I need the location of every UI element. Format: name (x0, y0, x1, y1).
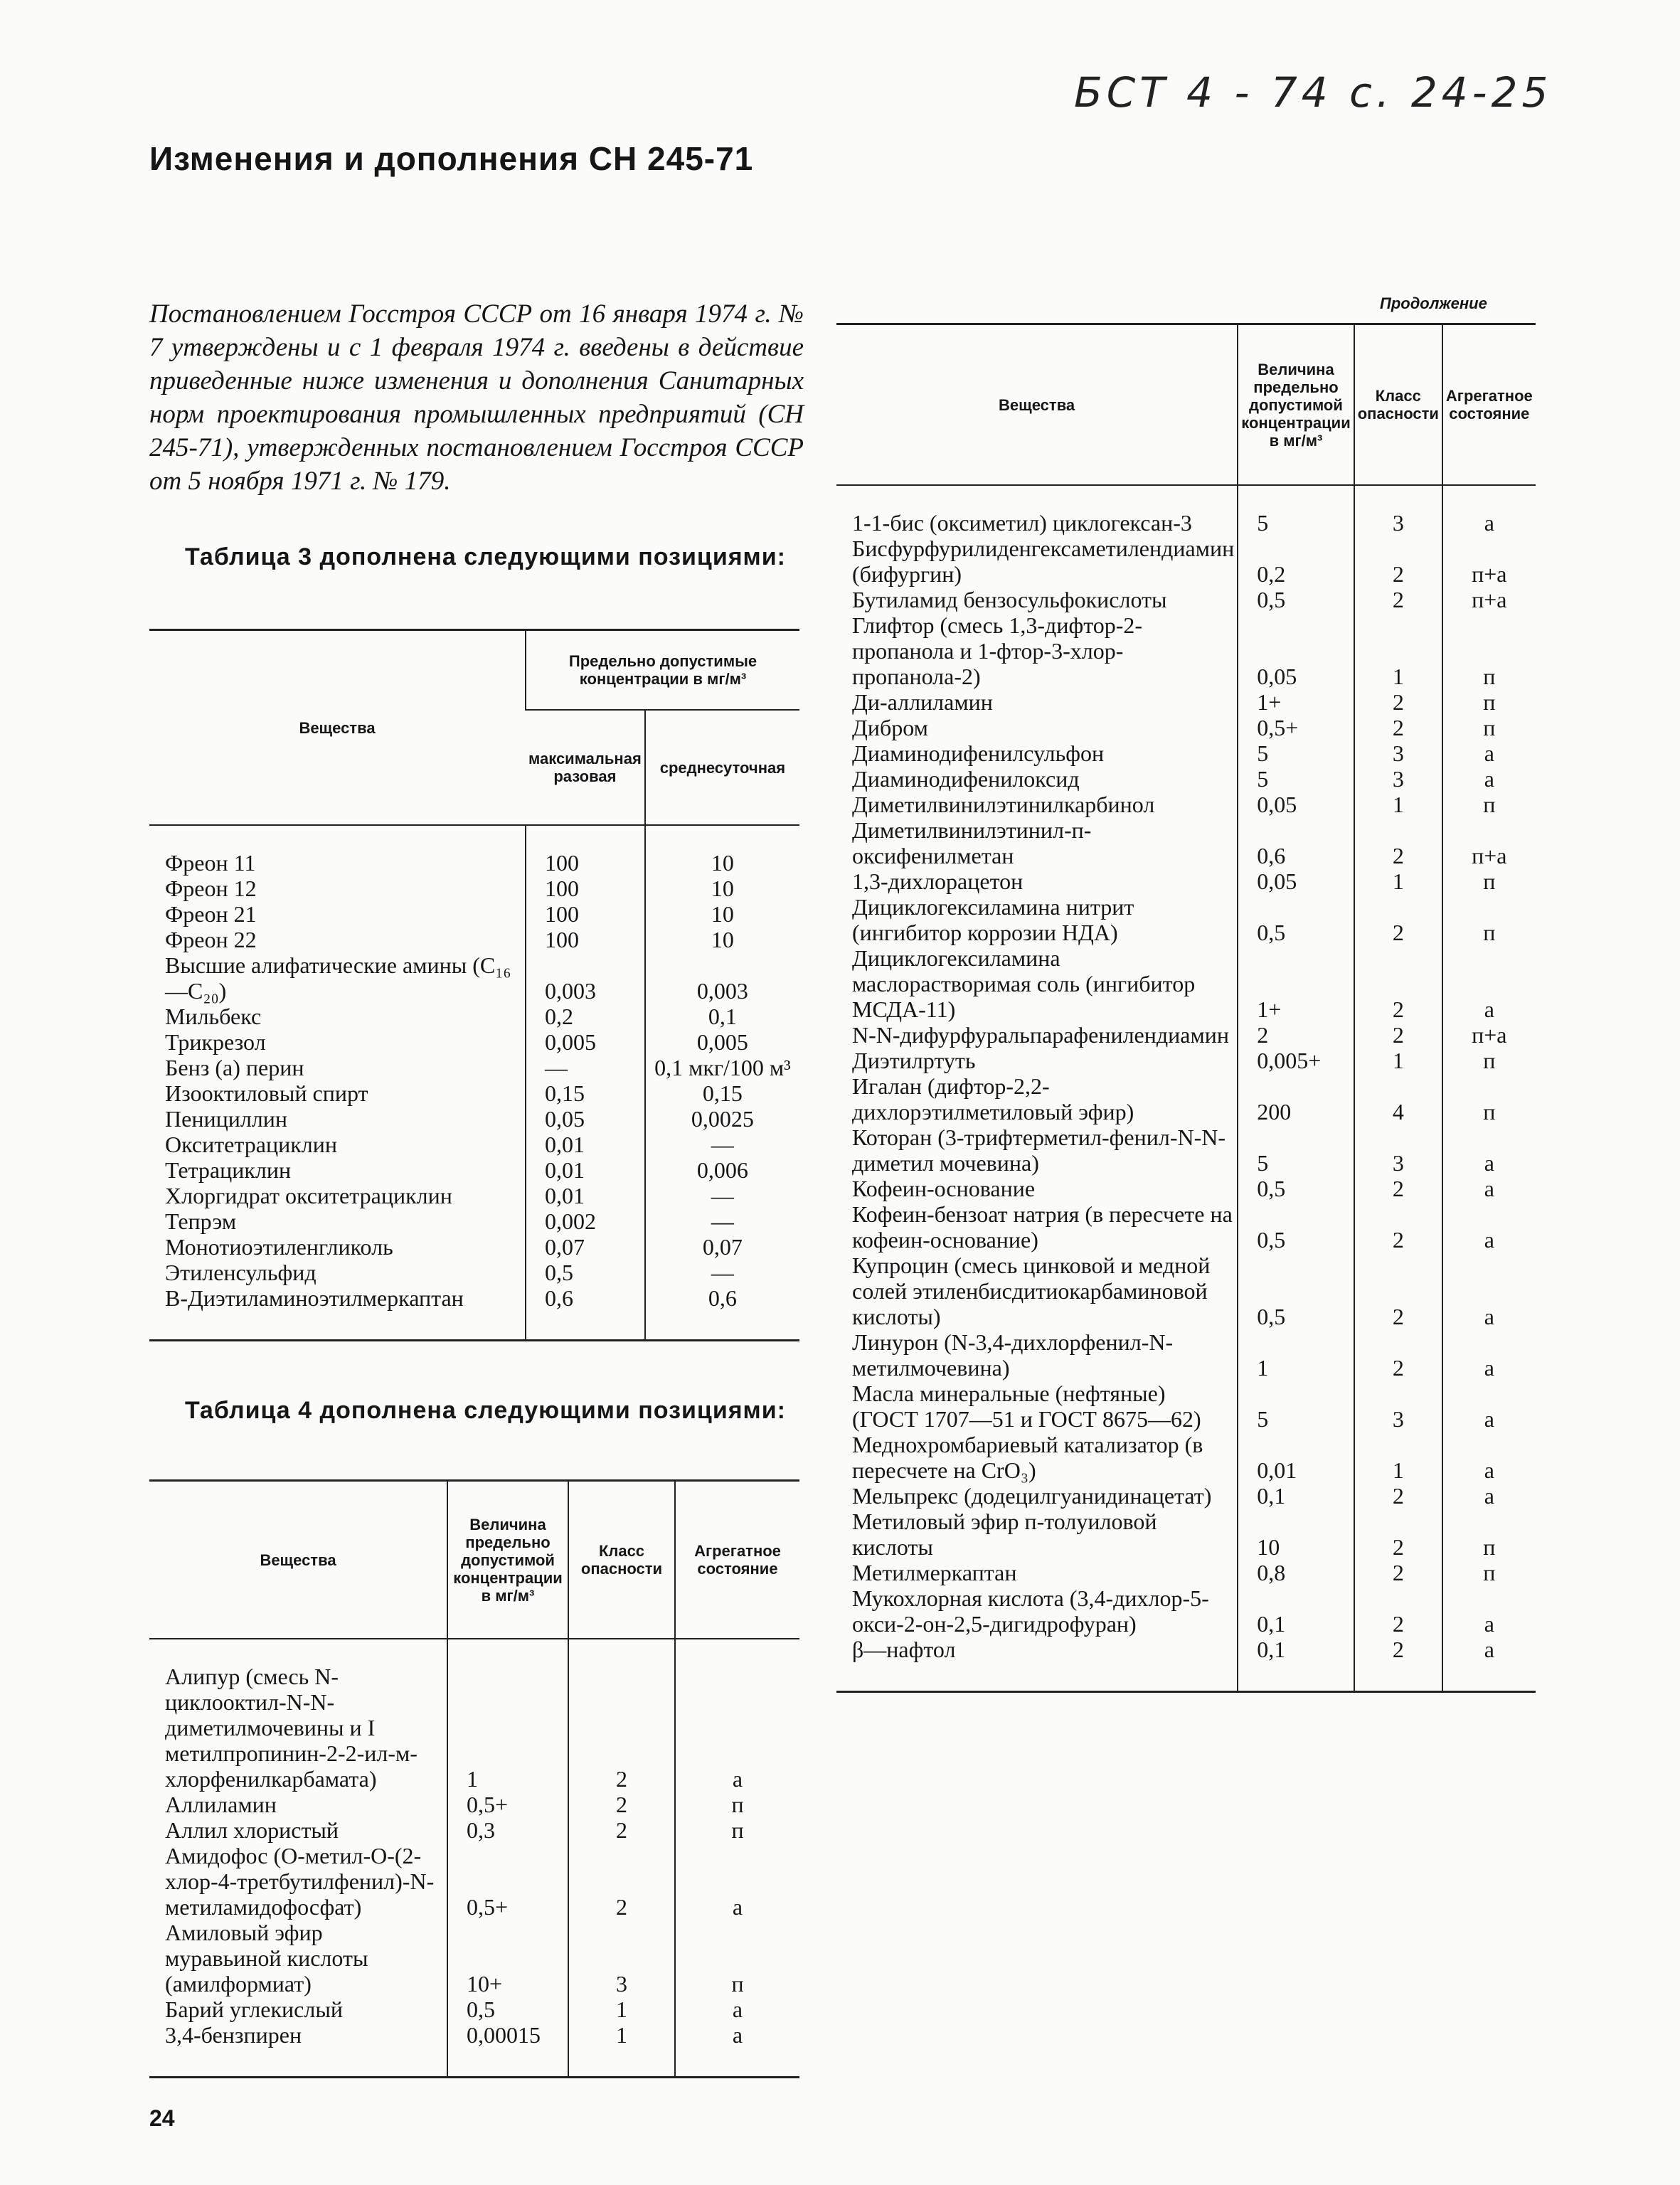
substance-name: Дибром (852, 715, 928, 740)
cell-max: 0,05 (526, 1106, 645, 1132)
substance-name: Диметилвинилэтинилкарбинол (852, 792, 1155, 817)
table-row (836, 715, 1536, 740)
cell-pdk: 5 (1238, 1125, 1354, 1176)
table3-head-avg: среднесуточная (645, 710, 799, 825)
table-row (836, 587, 1536, 612)
cell-state: п (1442, 792, 1536, 817)
cell-pdk: 10 (1238, 1509, 1354, 1560)
table-row (149, 1208, 799, 1234)
cell-state: п (675, 1920, 799, 1997)
substance-name: Фреон 22 (165, 927, 257, 952)
table3-head-group: Предельно допустимые концентрации в мг/м³ (526, 630, 799, 711)
cell-state: а (1442, 1432, 1536, 1483)
substance-name: N-N-дифурфуральпарафенилендиамин (852, 1022, 1229, 1048)
table-4 (149, 1479, 799, 2078)
substance-name: 1-1-бис (оксиметил) циклогексан-3 (852, 510, 1192, 536)
cell-avg: — (645, 1208, 799, 1234)
cell-state: п+а (1442, 817, 1536, 868)
substance-name: Метиловый эфир п-толуиловой кислоты (852, 1509, 1157, 1560)
table-row (836, 1483, 1536, 1509)
cell-pdk: 0,05 (1238, 792, 1354, 817)
substance-name: Хлоргидрат окситетрациклин (165, 1183, 452, 1208)
cell-cls: 1 (1354, 1432, 1442, 1483)
cell-pdk: 0,5+ (447, 1792, 568, 1817)
substance-name: Кофеин-бензоат натрия (в пересчете на кофеин-основание) (852, 1201, 1233, 1253)
cell-pdk: 5 (1238, 1381, 1354, 1432)
substance-name: Аллил хлористый (165, 1817, 339, 1843)
cell-avg: 0,1 мкг/100 м³ (645, 1055, 799, 1080)
cell-cls: 2 (1354, 1560, 1442, 1585)
table-row (836, 1125, 1536, 1176)
substance-name: Окситетрациклин (165, 1132, 337, 1157)
substance-name: Амидофос (О-метил-О-(2-хлор-4-третбутилфенил)-N-метиламидофосфат) (165, 1843, 435, 1920)
cell-cls: 2 (1354, 1176, 1442, 1201)
cell-max: 0,01 (526, 1183, 645, 1208)
table-row (149, 1106, 799, 1132)
cell-state: п+а (1442, 1022, 1536, 1048)
page-number: 24 (149, 2105, 175, 2131)
table-row (836, 1329, 1536, 1381)
table-row (149, 1132, 799, 1157)
table-row (836, 1253, 1536, 1329)
cell-state: а (1442, 1637, 1536, 1692)
cell-pdk: 0,5 (1238, 1201, 1354, 1253)
cell-cls: 2 (1354, 945, 1442, 1022)
cell-cls: 1 (1354, 1048, 1442, 1073)
cell-state: а (1442, 766, 1536, 792)
table4-caption: Таблица 4 дополнена следующими позициями: (185, 1397, 786, 1424)
substance-name: β—нафтол (852, 1637, 956, 1662)
table-continued (836, 323, 1536, 1693)
cell-cls: 2 (568, 1817, 675, 1843)
table5-head-class: Класс опасности (1354, 324, 1442, 486)
table-row (149, 1792, 799, 1817)
cell-cls: 2 (1354, 1483, 1442, 1509)
cell-pdk: 0,6 (1238, 817, 1354, 868)
table-row (836, 1176, 1536, 1201)
cell-avg: 10 (645, 927, 799, 952)
substance-name: Монотиоэтиленгликоль (165, 1234, 393, 1260)
page-title: Изменения и дополнения СН 245-71 (149, 140, 754, 177)
cell-state: а (1442, 740, 1536, 766)
table-row (836, 894, 1536, 945)
substance-name: 1,3-дихлорацетон (852, 868, 1024, 894)
table-row (149, 927, 799, 952)
cell-state: п (1442, 1073, 1536, 1125)
substance-name: Тетрациклин (165, 1157, 292, 1183)
cell-pdk: 1+ (1238, 689, 1354, 715)
cell-state: п (1442, 1509, 1536, 1560)
substance-name: Метилмеркаптан (852, 1560, 1017, 1585)
substance-name: Барий углекислый (165, 1997, 343, 2022)
table4-body (149, 1639, 799, 2078)
cell-pdk: 2 (1238, 1022, 1354, 1048)
table-row (836, 1637, 1536, 1692)
table-row (149, 901, 799, 927)
cell-avg: 0,15 (645, 1080, 799, 1106)
table-row (149, 825, 799, 876)
table-row (149, 1234, 799, 1260)
cell-avg: 0,006 (645, 1157, 799, 1183)
cell-pdk: 0,5+ (447, 1843, 568, 1920)
cell-state: а (1442, 945, 1536, 1022)
substance-name: Этиленсульфид (165, 1260, 317, 1285)
continuation-label: Продолжение (1380, 294, 1487, 312)
cell-max: 0,002 (526, 1208, 645, 1234)
cell-cls: 2 (568, 1843, 675, 1920)
substance-name: Игалан (дифтор-2,2-дихлорэтилметиловый эфир) (852, 1073, 1134, 1125)
cell-pdk: 0,8 (1238, 1560, 1354, 1585)
cell-pdk: 0,1 (1238, 1483, 1354, 1509)
cell-cls: 4 (1354, 1073, 1442, 1125)
substance-name: Которан (3-трифтерметил-фенил-N-N-диметил мочевина) (852, 1125, 1226, 1176)
cell-avg: 0,005 (645, 1029, 799, 1055)
table-row (836, 536, 1536, 587)
substance-name: Алипур (смесь N-циклооктил-N-N-диметилмочевины и I метилпропинин-2-2-ил-м-хлорфенилкарбамата) (165, 1664, 418, 1792)
cell-state: п (1442, 894, 1536, 945)
table-row (836, 1560, 1536, 1585)
table3-head-max: максимальная разовая (526, 710, 645, 825)
substance-name: Мукохлорная кислота (3,4-дихлор-5-окси-2-он-2,5-дигидрофуран) (852, 1585, 1209, 1637)
intro-paragraph: Постановлением Госстроя СССР от 16 января 1974 г. № 7 утверждены и с 1 февраля 1974 г. введены в действие приведенные ниже изменения и дополнения Санитарных норм проектирования промышленных предприятий (СН 245-71), утвержденных постановлением Госстроя СССР от 5 ноября 1971 г. № 179. (149, 299, 804, 496)
substance-name: Аллиламин (165, 1792, 277, 1817)
cell-state: п (1442, 868, 1536, 894)
cell-cls: 3 (1354, 740, 1442, 766)
cell-max: 0,01 (526, 1132, 645, 1157)
table5-head-substance: Вещества (836, 324, 1238, 486)
table-row (149, 1639, 799, 1792)
cell-max: 100 (526, 901, 645, 927)
table-row (836, 792, 1536, 817)
cell-cls: 2 (1354, 1022, 1442, 1048)
table-row (149, 1183, 799, 1208)
table-row (836, 1073, 1536, 1125)
table3-body (149, 825, 799, 1341)
substance-name: Фреон 11 (165, 850, 256, 876)
table-row (149, 952, 799, 1004)
cell-pdk: 0,5 (1238, 1253, 1354, 1329)
cell-cls: 2 (1354, 689, 1442, 715)
table-row (149, 1285, 799, 1341)
cell-max: 100 (526, 825, 645, 876)
cell-cls: 2 (1354, 1201, 1442, 1253)
table3-head-substance: Вещества (149, 630, 526, 826)
cell-cls: 2 (568, 1792, 675, 1817)
cell-max: 0,2 (526, 1004, 645, 1029)
substance-name: Амиловый эфир муравьиной кислоты (амилформиат) (165, 1920, 368, 1997)
table-3 (149, 629, 799, 1341)
table5-head-pdk: Величина предельно допустимой концентрации в мг/м³ (1238, 324, 1354, 486)
cell-avg: 10 (645, 876, 799, 901)
cell-pdk: 0,00015 (447, 2022, 568, 2078)
substance-name: Высшие алифатические амины (С₁₆—С₂₀) (165, 952, 511, 1004)
cell-cls: 1 (568, 1997, 675, 2022)
cell-cls: 3 (1354, 1125, 1442, 1176)
cell-pdk: 0,1 (1238, 1637, 1354, 1692)
cell-max: 0,005 (526, 1029, 645, 1055)
table-row (836, 1022, 1536, 1048)
substance-name: Дициклогексиламина маслорастворимая соль (ингибитор МСДА-11) (852, 945, 1196, 1022)
cell-cls: 1 (1354, 612, 1442, 689)
cell-state: а (1442, 1253, 1536, 1329)
substance-name: Диаминодифенилоксид (852, 766, 1080, 792)
cell-state: а (675, 1639, 799, 1792)
substance-name: Бисфурфурилиденгексаметилендиамин (бифургин) (852, 536, 1235, 587)
cell-state: а (675, 1843, 799, 1920)
substance-name: Дициклогексиламина нитрит (ингибитор коррозии НДА) (852, 894, 1134, 945)
table3-caption: Таблица 3 дополнена следующими позициями: (185, 543, 786, 570)
substance-name: 3,4-бензпирен (165, 2022, 302, 2048)
table-row (149, 1080, 799, 1106)
cell-pdk: 0,5+ (1238, 715, 1354, 740)
substance-name: Трикрезол (165, 1029, 266, 1055)
table-row (836, 1509, 1536, 1560)
cell-cls: 1 (568, 2022, 675, 2078)
cell-max: 0,07 (526, 1234, 645, 1260)
cell-avg: 0,1 (645, 1004, 799, 1029)
table-row (836, 689, 1536, 715)
table-row (836, 1432, 1536, 1483)
table-row (836, 1585, 1536, 1637)
cell-cls: 2 (1354, 1637, 1442, 1692)
cell-pdk: 0,2 (1238, 536, 1354, 587)
table4-head-pdk: Величина предельно допустимой концентрации в мг/м³ (447, 1481, 568, 1639)
cell-cls: 1 (1354, 792, 1442, 817)
cell-cls: 2 (1354, 536, 1442, 587)
substance-name: Пенициллин (165, 1106, 287, 1132)
cell-avg: — (645, 1183, 799, 1208)
cell-state: а (1442, 1381, 1536, 1432)
cell-avg: 10 (645, 825, 799, 876)
cell-state: а (675, 2022, 799, 2078)
substance-name: Меднохромбариевый катализатор (в пересчете на CrO₃) (852, 1432, 1203, 1483)
cell-state: п (1442, 612, 1536, 689)
cell-cls: 2 (1354, 587, 1442, 612)
cell-max: 100 (526, 876, 645, 901)
substance-name: Масла минеральные (нефтяные) (ГОСТ 1707—51 и ГОСТ 8675—62) (852, 1381, 1201, 1432)
handwritten-reference: БСТ 4 - 74 с. 24-25 (1074, 68, 1553, 117)
table-row (149, 1997, 799, 2022)
cell-max: 0,01 (526, 1157, 645, 1183)
cell-state: п+а (1442, 536, 1536, 587)
substance-name: Глифтор (смесь 1,3-дифтор-2-пропанола и 1-фтор-3-хлор-пропанола-2) (852, 612, 1143, 689)
cell-pdk: 0,01 (1238, 1432, 1354, 1483)
cell-pdk: 200 (1238, 1073, 1354, 1125)
substance-name: Тепрэм (165, 1208, 237, 1234)
substance-name: Диэтилртуть (852, 1048, 976, 1073)
substance-name: Диметилвинилэтинил-п-оксифенилметан (852, 817, 1092, 868)
cell-pdk: 10+ (447, 1920, 568, 1997)
cell-max: 0,6 (526, 1285, 645, 1341)
cell-cls: 3 (1354, 485, 1442, 536)
cell-state: п (1442, 1048, 1536, 1073)
cell-avg: — (645, 1260, 799, 1285)
table-row (836, 612, 1536, 689)
cell-pdk: 0,3 (447, 1817, 568, 1843)
substance-name: Ди-аллиламин (852, 689, 993, 715)
substance-name: Мельпрекс (додецилгуанидинацетат) (852, 1483, 1212, 1509)
table-row (149, 1157, 799, 1183)
table-row (149, 1920, 799, 1997)
substance-name: В-Диэтиламиноэтилмеркаптан (165, 1285, 464, 1311)
substance-name: Линурон (N-3,4-дихлорфенил-N-метилмочевина) (852, 1329, 1174, 1381)
cell-state: а (675, 1997, 799, 2022)
table-row (149, 1055, 799, 1080)
table-row (836, 1048, 1536, 1073)
cell-state: а (1442, 1201, 1536, 1253)
cell-cls: 2 (1354, 1509, 1442, 1560)
cell-state: а (1442, 1125, 1536, 1176)
cell-state: а (1442, 1176, 1536, 1201)
table-row (149, 1843, 799, 1920)
cell-avg: 0,003 (645, 952, 799, 1004)
cell-pdk: 0,5 (1238, 587, 1354, 612)
table4-head-class: Класс опасности (568, 1481, 675, 1639)
substance-name: Изооктиловый спирт (165, 1080, 368, 1106)
table-row (149, 1029, 799, 1055)
cell-cls: 3 (1354, 1381, 1442, 1432)
cell-state: п (1442, 689, 1536, 715)
cell-state: а (1442, 1585, 1536, 1637)
cell-cls: 2 (1354, 1585, 1442, 1637)
substance-name: Бутиламид бензосульфокислоты (852, 587, 1167, 612)
cell-max: 0,15 (526, 1080, 645, 1106)
cell-pdk: 0,05 (1238, 612, 1354, 689)
cell-state: п+а (1442, 587, 1536, 612)
table5-head-state: Агрегатное состояние (1442, 324, 1536, 486)
cell-cls: 3 (568, 1920, 675, 1997)
substance-name: Диаминодифенилсульфон (852, 740, 1105, 766)
table-row (149, 1004, 799, 1029)
table5-body (836, 485, 1536, 1692)
cell-cls: 2 (1354, 715, 1442, 740)
table-row (836, 1201, 1536, 1253)
cell-pdk: 0,05 (1238, 868, 1354, 894)
substance-name: Бенз (а) перин (165, 1055, 304, 1080)
cell-pdk: 5 (1238, 485, 1354, 536)
cell-pdk: 1 (447, 1639, 568, 1792)
cell-pdk: 1+ (1238, 945, 1354, 1022)
cell-pdk: 0,005+ (1238, 1048, 1354, 1073)
table-row (149, 1260, 799, 1285)
cell-avg: — (645, 1132, 799, 1157)
table-row (149, 876, 799, 901)
cell-avg: 10 (645, 901, 799, 927)
cell-pdk: 0,5 (447, 1997, 568, 2022)
cell-state: п (1442, 715, 1536, 740)
cell-state: а (1442, 1483, 1536, 1509)
cell-state: п (675, 1792, 799, 1817)
substance-name: Купроцин (смесь цинковой и медной солей этиленбисдитиокарбаминовой кислоты) (852, 1253, 1211, 1329)
cell-pdk: 0,5 (1238, 894, 1354, 945)
substance-name: Мильбекс (165, 1004, 262, 1029)
cell-cls: 3 (1354, 766, 1442, 792)
table-row (836, 817, 1536, 868)
substance-name: Кофеин-основание (852, 1176, 1036, 1201)
cell-state: а (1442, 485, 1536, 536)
table4-head-state: Агрегатное состояние (675, 1481, 799, 1639)
table4-head-substance: Вещества (149, 1481, 447, 1639)
cell-cls: 2 (568, 1639, 675, 1792)
cell-max: 0,003 (526, 952, 645, 1004)
cell-cls: 1 (1354, 868, 1442, 894)
cell-pdk: 0,5 (1238, 1176, 1354, 1201)
table-row (149, 1817, 799, 1843)
table-row (149, 2022, 799, 2078)
cell-state: п (675, 1817, 799, 1843)
table-row (836, 868, 1536, 894)
cell-max: 0,5 (526, 1260, 645, 1285)
cell-state: а (1442, 1329, 1536, 1381)
cell-avg: 0,0025 (645, 1106, 799, 1132)
cell-cls: 2 (1354, 1329, 1442, 1381)
cell-pdk: 0,1 (1238, 1585, 1354, 1637)
cell-cls: 2 (1354, 894, 1442, 945)
substance-name: Фреон 12 (165, 876, 257, 901)
substance-name: Фреон 21 (165, 901, 257, 927)
cell-avg: 0,07 (645, 1234, 799, 1260)
table-row (836, 766, 1536, 792)
cell-cls: 2 (1354, 1253, 1442, 1329)
cell-pdk: 1 (1238, 1329, 1354, 1381)
cell-pdk: 5 (1238, 740, 1354, 766)
cell-max: — (526, 1055, 645, 1080)
cell-state: п (1442, 1560, 1536, 1585)
cell-max: 100 (526, 927, 645, 952)
table-row (836, 1381, 1536, 1432)
table-row (836, 485, 1536, 536)
cell-pdk: 5 (1238, 766, 1354, 792)
table-row (836, 945, 1536, 1022)
cell-avg: 0,6 (645, 1285, 799, 1341)
table-row (836, 740, 1536, 766)
cell-cls: 2 (1354, 817, 1442, 868)
